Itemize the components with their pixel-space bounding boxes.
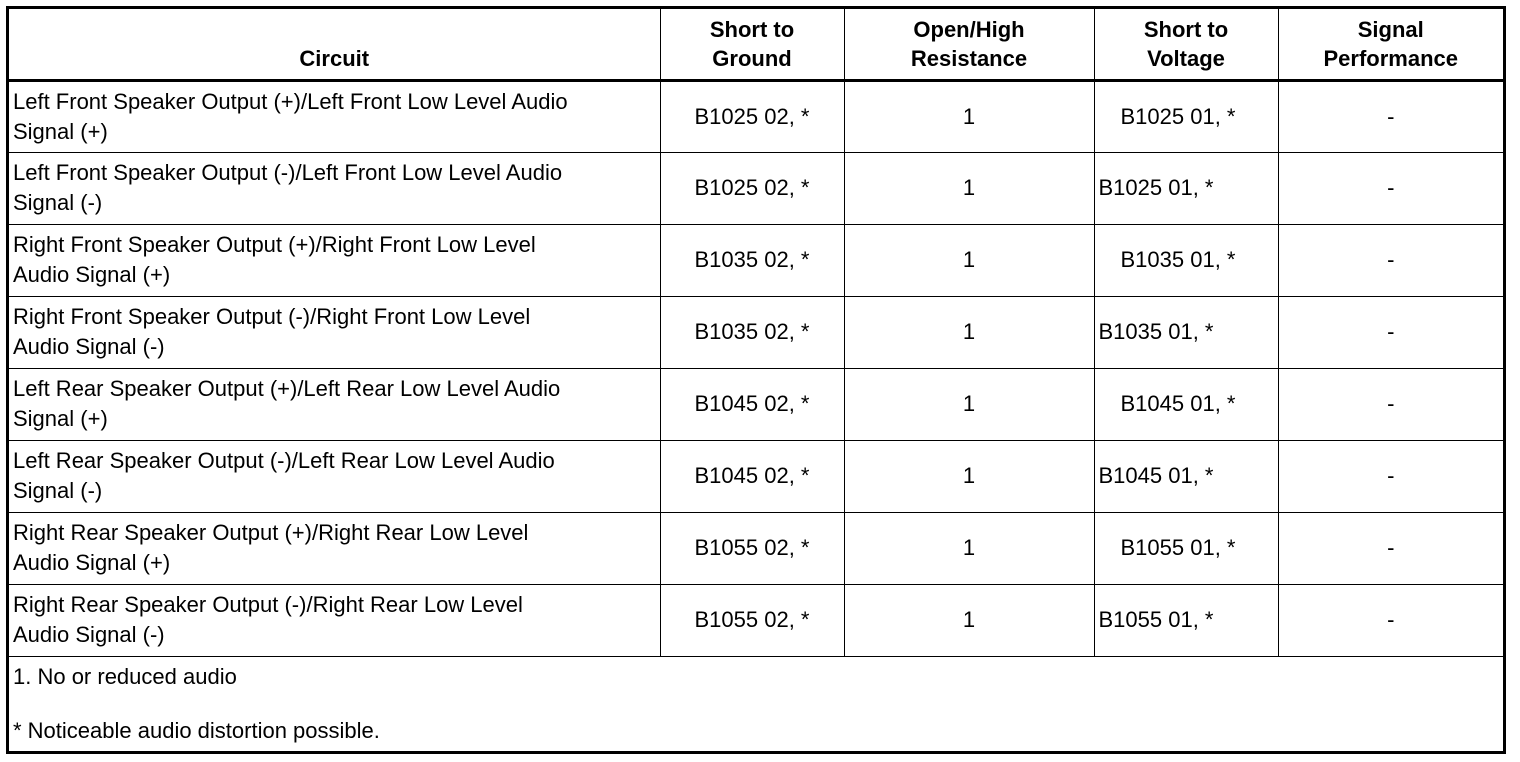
- header-open-high-resistance: [844, 9, 1094, 80]
- circuit-line1: Right Rear Speaker Output (-)/Right Rear Low Level: [13, 592, 523, 617]
- circuit-line1: Left Front Speaker Output (-)/Left Front Low Level Audio: [13, 160, 563, 185]
- open-high-resistance-cell: 1: [844, 80, 1094, 152]
- circuit-line2: Signal (+): [13, 406, 108, 431]
- table-row: [9, 152, 1503, 224]
- header-open-high-line1: Open/High: [913, 16, 1025, 42]
- circuit-fault-table-frame: [6, 6, 1506, 754]
- open-high-resistance-cell: 1: [844, 368, 1094, 440]
- signal-performance-cell: -: [1278, 512, 1503, 584]
- table-header-row: [9, 9, 1503, 80]
- open-high-resistance-cell: 1: [844, 224, 1094, 296]
- circuit-cell: [9, 152, 660, 224]
- circuit-line1: Right Rear Speaker Output (+)/Right Rear Low Level: [13, 520, 529, 545]
- note-1: 1. No or reduced audio: [13, 663, 237, 689]
- short-to-ground-cell: B1035 02, *: [660, 296, 844, 368]
- table-row: [9, 296, 1503, 368]
- short-to-ground-cell: B1045 02, *: [660, 440, 844, 512]
- short-to-voltage-cell: B1055 01, *: [1094, 584, 1278, 656]
- circuit-line1: Left Rear Speaker Output (-)/Left Rear Low Level Audio: [13, 448, 555, 473]
- short-to-voltage-cell: B1025 01, *: [1094, 80, 1278, 152]
- open-high-resistance-cell: 1: [844, 440, 1094, 512]
- header-short-to-voltage-line2: Voltage: [1147, 45, 1225, 71]
- circuit-line1: Left Rear Speaker Output (+)/Left Rear Low Level Audio: [13, 376, 561, 401]
- circuit-cell: [9, 512, 660, 584]
- short-to-ground-cell: B1025 02, *: [660, 80, 844, 152]
- short-to-ground-cell: B1045 02, *: [660, 368, 844, 440]
- open-high-resistance-cell: 1: [844, 512, 1094, 584]
- header-signal-performance-line1: Signal: [1357, 16, 1424, 42]
- circuit-cell: [9, 296, 660, 368]
- open-high-resistance-cell: 1: [844, 152, 1094, 224]
- header-circuit: Circuit: [9, 9, 660, 80]
- circuit-line2: Audio Signal (+): [13, 262, 171, 287]
- header-short-to-ground-line1: Short to: [709, 16, 795, 42]
- short-to-ground-cell: B1055 02, *: [660, 584, 844, 656]
- header-short-to-ground: [660, 9, 844, 80]
- signal-performance-cell: -: [1278, 584, 1503, 656]
- signal-performance-cell: -: [1278, 152, 1503, 224]
- circuit-line2: Audio Signal (+): [13, 550, 171, 575]
- circuit-line2: Audio Signal (-): [13, 622, 165, 647]
- table-row: [9, 584, 1503, 656]
- short-to-voltage-cell: B1035 01, *: [1094, 296, 1278, 368]
- table-row: [9, 80, 1503, 152]
- short-to-voltage-cell: B1045 01, *: [1094, 368, 1278, 440]
- note-spacer: [13, 691, 1499, 717]
- circuit-line1: Right Front Speaker Output (-)/Right Front Low Level: [13, 304, 531, 329]
- notes-cell: [9, 656, 1503, 751]
- short-to-voltage-cell: B1035 01, *: [1094, 224, 1278, 296]
- header-short-to-ground-line2: Ground: [712, 45, 792, 71]
- signal-performance-cell: -: [1278, 440, 1503, 512]
- short-to-ground-cell: B1025 02, *: [660, 152, 844, 224]
- circuit-cell: [9, 368, 660, 440]
- signal-performance-cell: -: [1278, 368, 1503, 440]
- notes-row: [9, 656, 1503, 751]
- signal-performance-cell: -: [1278, 296, 1503, 368]
- table-row: [9, 224, 1503, 296]
- circuit-line1: Left Front Speaker Output (+)/Left Front Low Level Audio: [13, 88, 568, 114]
- open-high-resistance-cell: 1: [844, 584, 1094, 656]
- short-to-voltage-cell: B1045 01, *: [1094, 440, 1278, 512]
- header-short-to-voltage-line1: Short to: [1143, 16, 1229, 42]
- circuit-cell: [9, 584, 660, 656]
- note-2: * Noticeable audio distortion possible.: [13, 717, 380, 743]
- open-high-resistance-cell: 1: [844, 296, 1094, 368]
- short-to-voltage-cell: B1055 01, *: [1094, 512, 1278, 584]
- header-open-high-line2: Resistance: [910, 45, 1028, 71]
- table-row: [9, 440, 1503, 512]
- short-to-voltage-cell: B1025 01, *: [1094, 152, 1278, 224]
- circuit-line2: Signal (+): [13, 118, 108, 144]
- short-to-ground-cell: B1035 02, *: [660, 224, 844, 296]
- circuit-line2: Signal (-): [13, 478, 103, 503]
- table-row: [9, 512, 1503, 584]
- header-signal-performance-line2: Performance: [1323, 45, 1458, 71]
- circuit-cell: [9, 224, 660, 296]
- circuit-cell: [9, 80, 660, 152]
- circuit-line2: Signal (-): [13, 190, 103, 215]
- circuit-cell: [9, 440, 660, 512]
- circuit-line2: Audio Signal (-): [13, 334, 165, 359]
- signal-performance-cell: -: [1278, 80, 1503, 152]
- circuit-fault-table: [9, 9, 1503, 751]
- header-signal-performance: [1278, 9, 1503, 80]
- header-short-to-voltage: [1094, 9, 1278, 80]
- circuit-line1: Right Front Speaker Output (+)/Right Front Low Level: [13, 232, 536, 257]
- short-to-ground-cell: B1055 02, *: [660, 512, 844, 584]
- signal-performance-cell: -: [1278, 224, 1503, 296]
- table-row: [9, 368, 1503, 440]
